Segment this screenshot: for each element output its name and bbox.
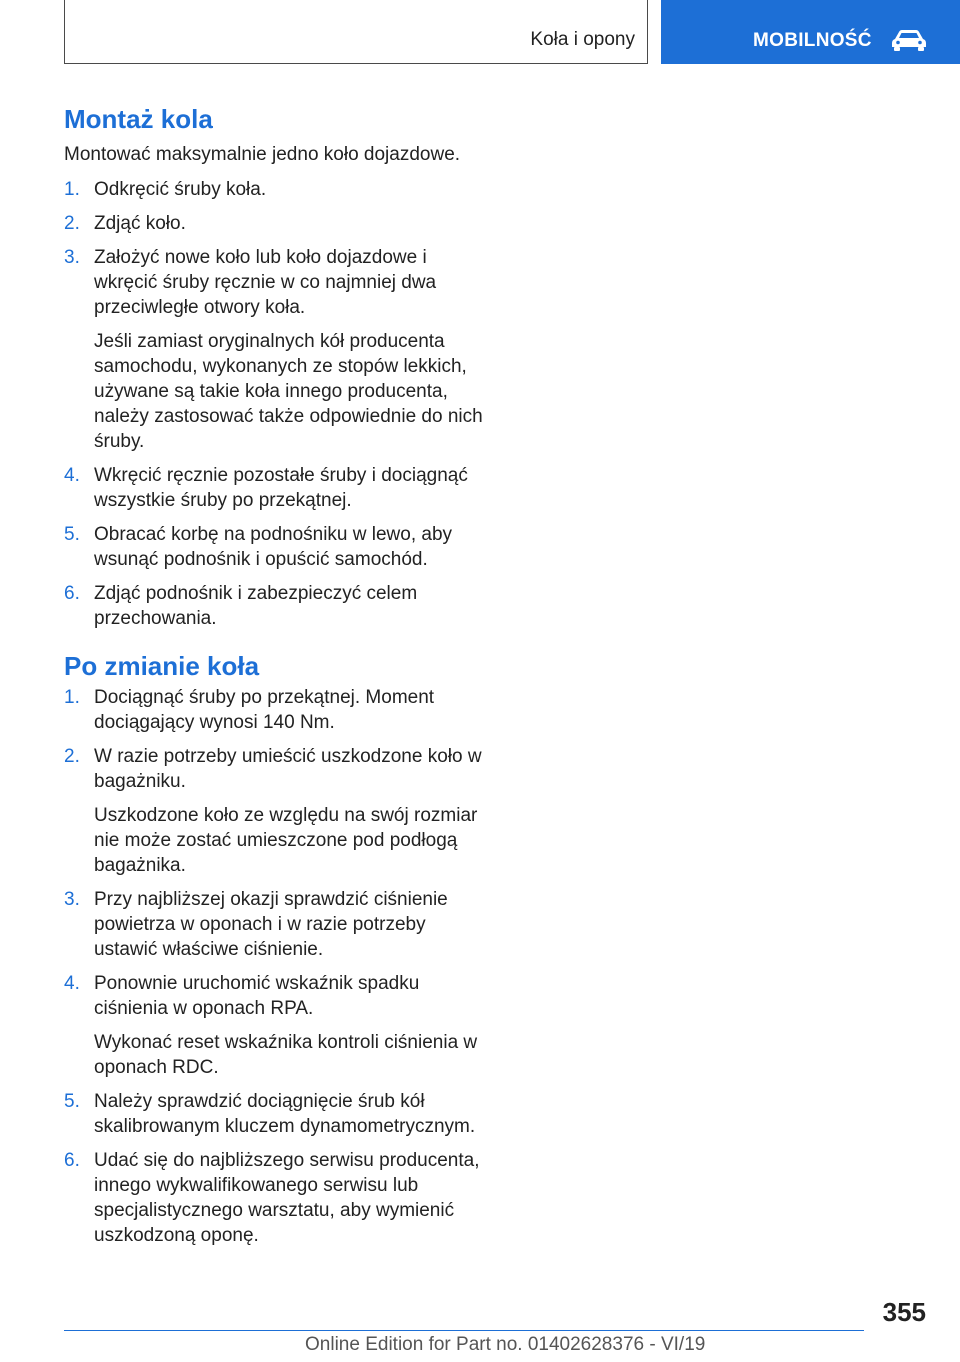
step-item xyxy=(64,245,494,454)
step-number: 5. xyxy=(64,524,80,545)
step-text: Obracać korbę na podnośniku w lewo, aby wsunąć podnośnik i opuścić samochód. xyxy=(94,524,453,570)
step-list xyxy=(64,177,494,631)
step-item xyxy=(64,581,494,631)
step-note: Wykonać reset wskaźnika kontroli ciśnienia w oponach RDC. xyxy=(94,1032,478,1078)
step-number: 1. xyxy=(64,687,80,708)
step-item xyxy=(64,1089,494,1139)
step-number: 5. xyxy=(64,1091,80,1112)
section-heading: Po zmianie koła xyxy=(64,651,260,681)
section-after-change xyxy=(64,647,494,1248)
chapter-title: Koła i opony xyxy=(530,29,635,50)
step-text: Wkręcić ręcznie pozostałe śruby i dociągnąć wszystkie śruby po przekątnej. xyxy=(94,465,468,511)
chapter-header xyxy=(64,0,648,64)
car-icon xyxy=(889,28,929,52)
section-intro: Montować maksymalnie jedno koło dojazdowe. xyxy=(64,144,461,165)
step-text: Dociągnąć śruby po przekątnej. Moment dociągający wynosi 140 Nm. xyxy=(94,687,435,733)
step-item xyxy=(64,522,494,572)
step-item xyxy=(64,685,494,735)
step-number: 3. xyxy=(64,247,80,268)
section-heading: Montaż kola xyxy=(64,104,213,134)
step-number: 1. xyxy=(64,179,80,200)
step-number: 6. xyxy=(64,583,80,604)
step-note: Jeśli zamiast oryginalnych kół producenta samochodu, wykonanych ze stopów lekkich, używane są takie koła innego producenta, należy zastosować także odpowiednie do nich śruby. xyxy=(94,331,483,452)
step-text: Przy najbliższej okazji sprawdzić ciśnienie powietrza w oponach i w razie potrzeby ustawić właściwe ciśnienie. xyxy=(94,889,448,960)
step-number: 2. xyxy=(64,746,80,767)
step-text: Założyć nowe koło lub koło dojazdowe i wkręcić śruby ręcznie w co najmniej dwa przeciwległe otwory koła. xyxy=(94,247,437,318)
footer-divider xyxy=(64,1330,864,1331)
step-item xyxy=(64,887,494,962)
step-text: Odkręcić śruby koła. xyxy=(94,179,267,200)
step-text: Należy sprawdzić dociągnięcie śrub kół skalibrowanym kluczem dynamometrycznym. xyxy=(94,1091,476,1137)
step-item xyxy=(64,177,494,202)
step-number: 2. xyxy=(64,213,80,234)
step-item xyxy=(64,971,494,1080)
step-number: 6. xyxy=(64,1150,80,1171)
step-text: Zdjąć koło. xyxy=(94,213,186,234)
step-item xyxy=(64,1148,494,1248)
step-note: Uszkodzone koło ze względu na swój rozmiar nie może zostać umieszczone pod podłogą bagażnika. xyxy=(94,805,478,876)
page-content xyxy=(64,100,494,1257)
step-text: W razie potrzeby umieścić uszkodzone koło w bagażniku. xyxy=(94,746,482,792)
section-mounting xyxy=(64,100,494,631)
step-item xyxy=(64,211,494,236)
page-number: 355 xyxy=(882,1297,926,1327)
step-number: 4. xyxy=(64,465,80,486)
step-number: 4. xyxy=(64,973,80,994)
section-tab xyxy=(661,0,960,64)
section-tab-label: MOBILNOŚĆ xyxy=(753,30,872,51)
step-number: 3. xyxy=(64,889,80,910)
step-text: Zdjąć podnośnik i zabezpieczyć celem przechowania. xyxy=(94,583,418,629)
step-text: Udać się do najbliższego serwisu producenta, innego wykwalifikowanego serwisu lub specjalistycznego warsztatu, aby wymienić uszkodzoną oponę. xyxy=(94,1150,480,1246)
step-text: Ponownie uruchomić wskaźnik spadku ciśnienia w oponach RPA. xyxy=(94,973,420,1019)
step-item xyxy=(64,463,494,513)
edition-footer: Online Edition for Part no. 01402628376 - VI/19 xyxy=(305,1334,706,1355)
step-item xyxy=(64,744,494,878)
step-list xyxy=(64,685,494,1248)
